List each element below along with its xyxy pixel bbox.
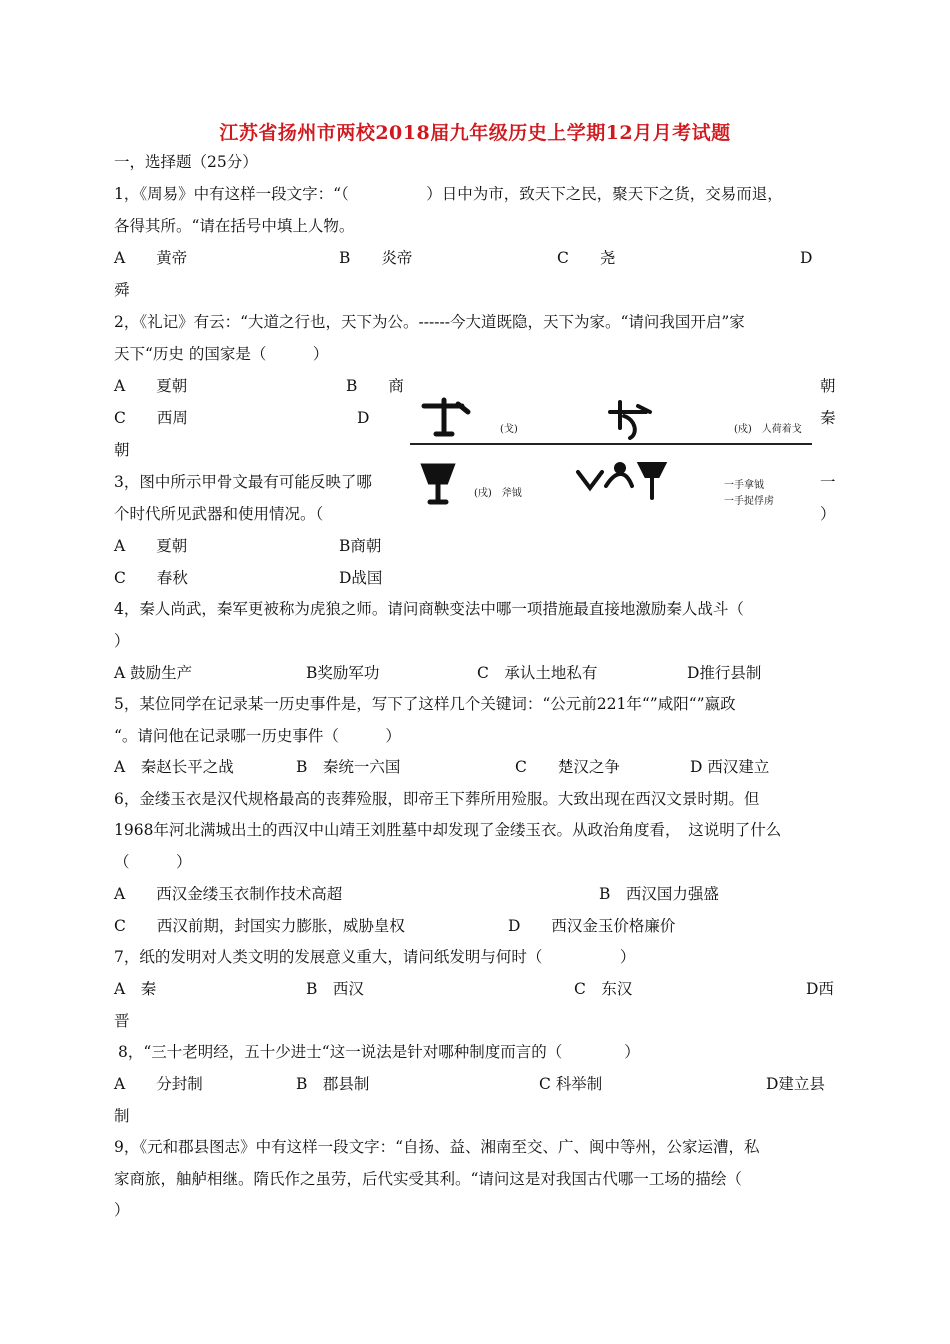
question-3-option-d: D战国 xyxy=(339,569,383,587)
question-8-option-a: A 分封制 xyxy=(114,1075,203,1093)
question-6-text-3: （ ） xyxy=(114,853,192,871)
question-7-text: 7，纸的发明对人类文明的发展意义重大，请问纸发明与何时（ ） xyxy=(114,948,636,966)
question-8-option-d-text: 制 xyxy=(114,1107,130,1125)
question-3-option-c: C 春秋 xyxy=(114,569,188,587)
question-9-text-2: 家商旅，舳舻相继。隋氏作之虽劳，后代实受其利。“请问这是对我国古代哪一工场的描绘（ xyxy=(114,1170,742,1188)
figure-label-captive: 一手捉俘虏 xyxy=(724,496,774,507)
question-1-text: 1，《周易》中有这样一段文字：“（ ）日中为市，致天下之民，聚天下之货，交易而退， xyxy=(114,185,783,203)
figure-label-hold-yue: 一手拿钺 xyxy=(724,480,764,491)
question-1-option-d: D xyxy=(800,249,813,267)
question-5-option-a: A 秦赵长平之战 xyxy=(114,758,234,776)
figure-label-person-ge: (戍) 人荷着戈 xyxy=(734,424,802,435)
question-7-option-c: C 东汉 xyxy=(574,980,633,998)
question-3-text-2: 个时代所见武器和使用情况。（ xyxy=(114,505,324,523)
question-5-text: 5，某位同学在记录某一历史事件是，写下了这样几个关键词：“公元前221年“”咸阳“”嬴政 xyxy=(114,695,736,713)
question-5-option-d: D 西汉建立 xyxy=(690,758,770,776)
question-6-option-d: D 西汉金玉价格廉价 xyxy=(508,917,676,935)
question-2-text-2: 天下“历史 的国家是（ ） xyxy=(114,345,329,363)
question-4-option-d: D推行县制 xyxy=(687,664,762,682)
section-heading: 一，选择题（25分） xyxy=(114,153,258,171)
figure-label-ge: (戈) xyxy=(500,424,518,435)
question-3-option-a: A 夏朝 xyxy=(114,537,188,555)
question-7-option-d-text: 晋 xyxy=(114,1012,130,1030)
question-2-option-b: B 商 xyxy=(346,377,404,395)
question-2-option-d-end: 秦 xyxy=(820,409,836,427)
question-9-text: 9，《元和郡县图志》中有这样一段文字：“自扬、益、湘南至交、广、闽中等州，公家运漕，私 xyxy=(114,1138,760,1156)
question-2-option-d-text: 朝 xyxy=(114,441,130,459)
question-4-option-b: B奖励军功 xyxy=(306,664,380,682)
question-7-option-b: B 西汉 xyxy=(306,980,364,998)
question-3-text-2-end: ） xyxy=(820,505,836,523)
question-7-option-d: D西 xyxy=(806,980,834,998)
question-5-option-b: B 秦统一六国 xyxy=(296,758,401,776)
question-5-text-2: “。请问他在记录哪一历史事件（ ） xyxy=(114,727,401,745)
question-1-text-2: 各得其所。“请在括号中填上人物。 xyxy=(114,217,355,235)
question-8-option-b: B 郡县制 xyxy=(296,1075,370,1093)
question-4-text-2: ） xyxy=(114,632,130,650)
glyph-person-ge-icon xyxy=(610,402,650,438)
question-5-option-c: C 楚汉之争 xyxy=(515,758,620,776)
glyph-yue-icon xyxy=(424,466,452,502)
question-3-text-end: 一 xyxy=(820,473,836,491)
question-4-option-a: A 鼓励生产 xyxy=(114,664,193,682)
question-6-text-2: 1968年河北满城出土的西汉中山靖王刘胜墓中却发现了金缕玉衣。从政治角度看， 这说明了什么 xyxy=(114,821,782,839)
page-title: 江苏省扬州市两校2018届九年级历史上学期12月月考试题 xyxy=(219,122,731,144)
question-2-option-a: A 夏朝 xyxy=(114,377,188,395)
glyph-captive-icon xyxy=(578,464,664,498)
question-3-text: 3，图中所示甲骨文最有可能反映了哪 xyxy=(114,473,372,491)
question-2-option-c: C 西周 xyxy=(114,409,188,427)
question-8-text: 8，“三十老明经，五十少进士“这一说法是针对哪种制度而言的（ ） xyxy=(118,1043,640,1061)
figure-label-yue: (戌) 斧钺 xyxy=(474,488,522,499)
question-8-option-d: D建立县 xyxy=(766,1075,825,1093)
oracle-bone-figure xyxy=(410,390,812,520)
question-1-option-c: C 尧 xyxy=(557,249,616,267)
question-4-text: 4，秦人尚武，秦军更被称为虎狼之师。请问商鞅变法中哪一项措施最直接地激励秦人战斗（ xyxy=(114,600,744,618)
question-1-option-d-text: 舜 xyxy=(114,281,130,299)
question-6-option-c: C 西汉前期，封国实力膨胀，威胁皇权 xyxy=(114,917,405,935)
question-2-option-b-end: 朝 xyxy=(820,377,836,395)
question-3-option-b: B商朝 xyxy=(339,537,382,555)
question-8-option-c: C 科举制 xyxy=(539,1075,603,1093)
question-9-text-3: ） xyxy=(114,1201,130,1219)
question-2-text: 2，《礼记》有云：“大道之行也，天下为公。------今大道既隐，天下为家。“请问我国开启”家 xyxy=(114,313,745,331)
question-4-option-c: C 承认土地私有 xyxy=(477,664,598,682)
question-6-option-a: A 西汉金缕玉衣制作技术高超 xyxy=(114,885,343,903)
question-1-option-b: B 炎帝 xyxy=(339,249,413,267)
question-2-option-d: D xyxy=(357,409,370,427)
question-1-option-a: A 黄帝 xyxy=(114,249,188,267)
question-6-option-b: B 西汉国力强盛 xyxy=(599,885,719,903)
glyph-ge-icon xyxy=(424,400,468,434)
question-7-option-a: A 秦 xyxy=(114,980,157,998)
question-6-text: 6，金缕玉衣是汉代规格最高的丧葬殓服，即帝王下葬所用殓服。大致出现在西汉文景时期。但 xyxy=(114,790,760,808)
